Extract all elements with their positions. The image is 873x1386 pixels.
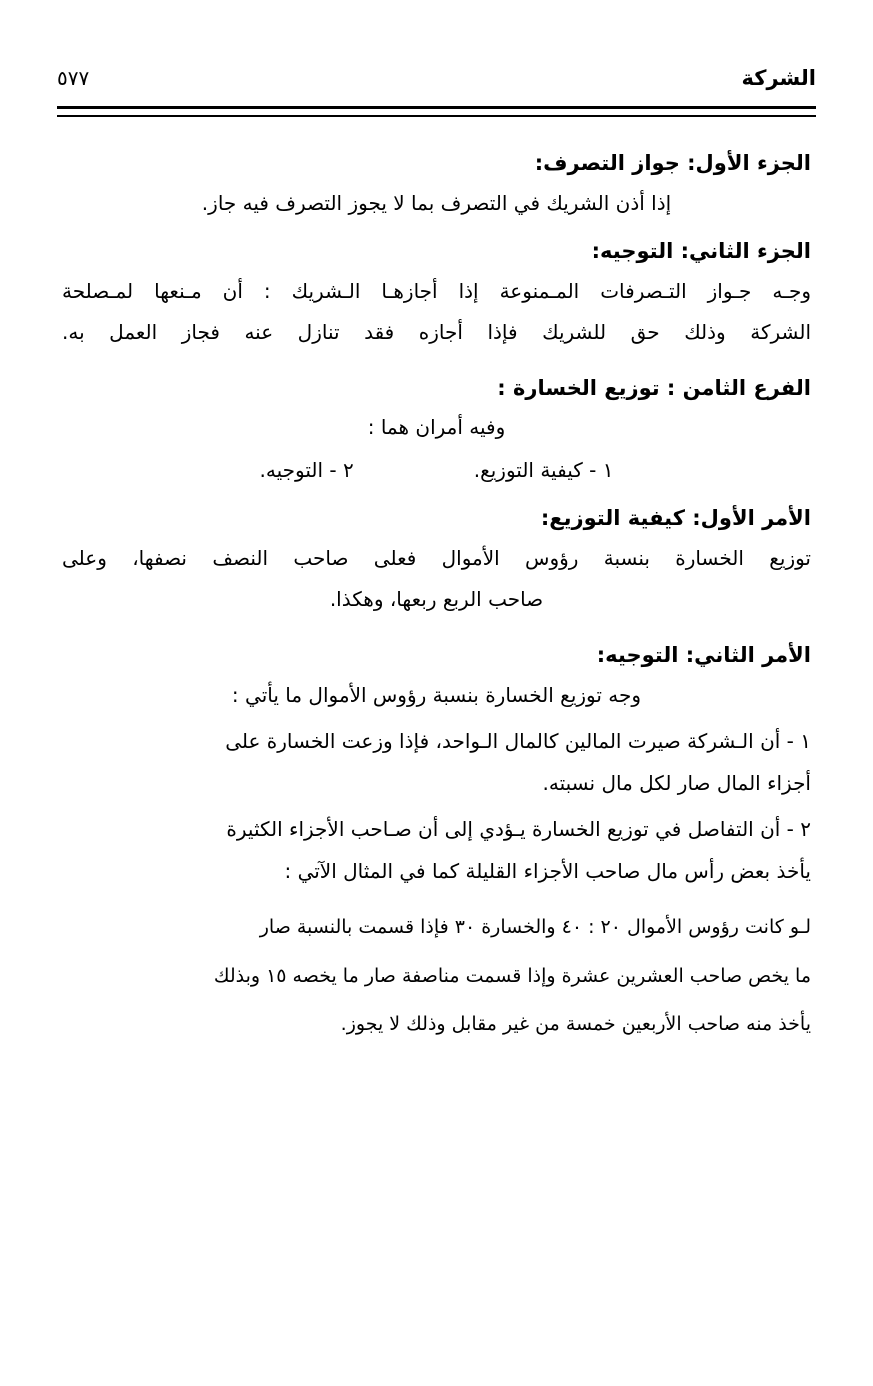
paragraph-matter-two-intro: وجه توزيع الخسارة بنسبة رؤوس الأموال ما يأتي : — [231, 682, 642, 707]
point-two-line-1: ٢ - أن التفاصل في توزيع الخسارة يـؤدي إلى أن صـاحب الأجزاء الكثيرة — [226, 816, 811, 841]
header-book-title: الشركة — [741, 66, 816, 90]
paragraph-part-two-line-2: الشركة وذلك حق للشريك فإذا أجازه فقد تنازل عنه فجاز العمل به. — [62, 319, 811, 344]
example-line-3: يأخذ منه صاحب الأربعين خمسة من غير مقابل وذلك لا يجوز. — [340, 1013, 811, 1036]
heading-matter-two: الأمر الثاني: التوجيه: — [596, 643, 811, 667]
point-two-line-2: يأخذ بعض رأس مال صاحب الأجزاء القليلة كما في المثال الآتي : — [284, 858, 811, 883]
header-divider-rule — [57, 106, 816, 117]
spacer — [62, 354, 811, 360]
paragraph-matter-one-line-1: توزيع الخسارة بنسبة رؤوس الأموال فعلى صاحب النصف نصفها، وعلى — [62, 546, 811, 570]
paragraph-matter-one-line-2: صاحب الربع ربعها، وهكذا. — [329, 587, 544, 611]
list-item: ٢ - التوجيه. — [259, 458, 354, 483]
heading-branch-eight: الفرع الثامن : توزيع الخسارة : — [497, 375, 811, 400]
matters-list — [62, 451, 811, 490]
page-header — [57, 66, 816, 90]
paragraph-two-matters: وفيه أمران هما : — [367, 415, 506, 440]
example-line-2: ما يخص صاحب العشرين عشرة وإذا قسمت مناصفة صار ما يخصه ١٥ وبذلك — [213, 964, 811, 987]
page-body — [62, 135, 811, 1045]
spacer — [62, 893, 811, 899]
header-page-number: ٥٧٧ — [57, 66, 90, 90]
heading-matter-one: الأمر الأول: كيفية التوزيع: — [540, 506, 811, 531]
example-line-1: لـو كانت رؤوس الأموال ٢٠ : ٤٠ والخسارة ٣٠ فإذا قسمت بالنسبة صار — [259, 915, 811, 938]
list-item: ١ - كيفية التوزيع. — [473, 458, 614, 483]
paragraph-part-two-line-1: وجـه جـواز التـصرفات المـمنوعة إذا أجازهـا الـشريك : أن مـنعها لمـصلحة — [62, 278, 811, 303]
point-one-line-2: أجزاء المال صار لكل مال نسبته. — [542, 770, 811, 795]
spacer — [62, 621, 811, 627]
point-one-line-1: ١ - أن الـشركة صيرت المالين كالمال الـواحد، فإذا وزعت الخسارة على — [225, 728, 811, 753]
heading-part-two: الجزء الثاني: التوجيه: — [591, 238, 811, 263]
heading-part-one: الجزء الأول: جواز التصرف: — [534, 151, 811, 175]
paragraph-part-one: إذا أذن الشريك في التصرف بما لا يجوز التصرف فيه جاز. — [201, 190, 672, 215]
